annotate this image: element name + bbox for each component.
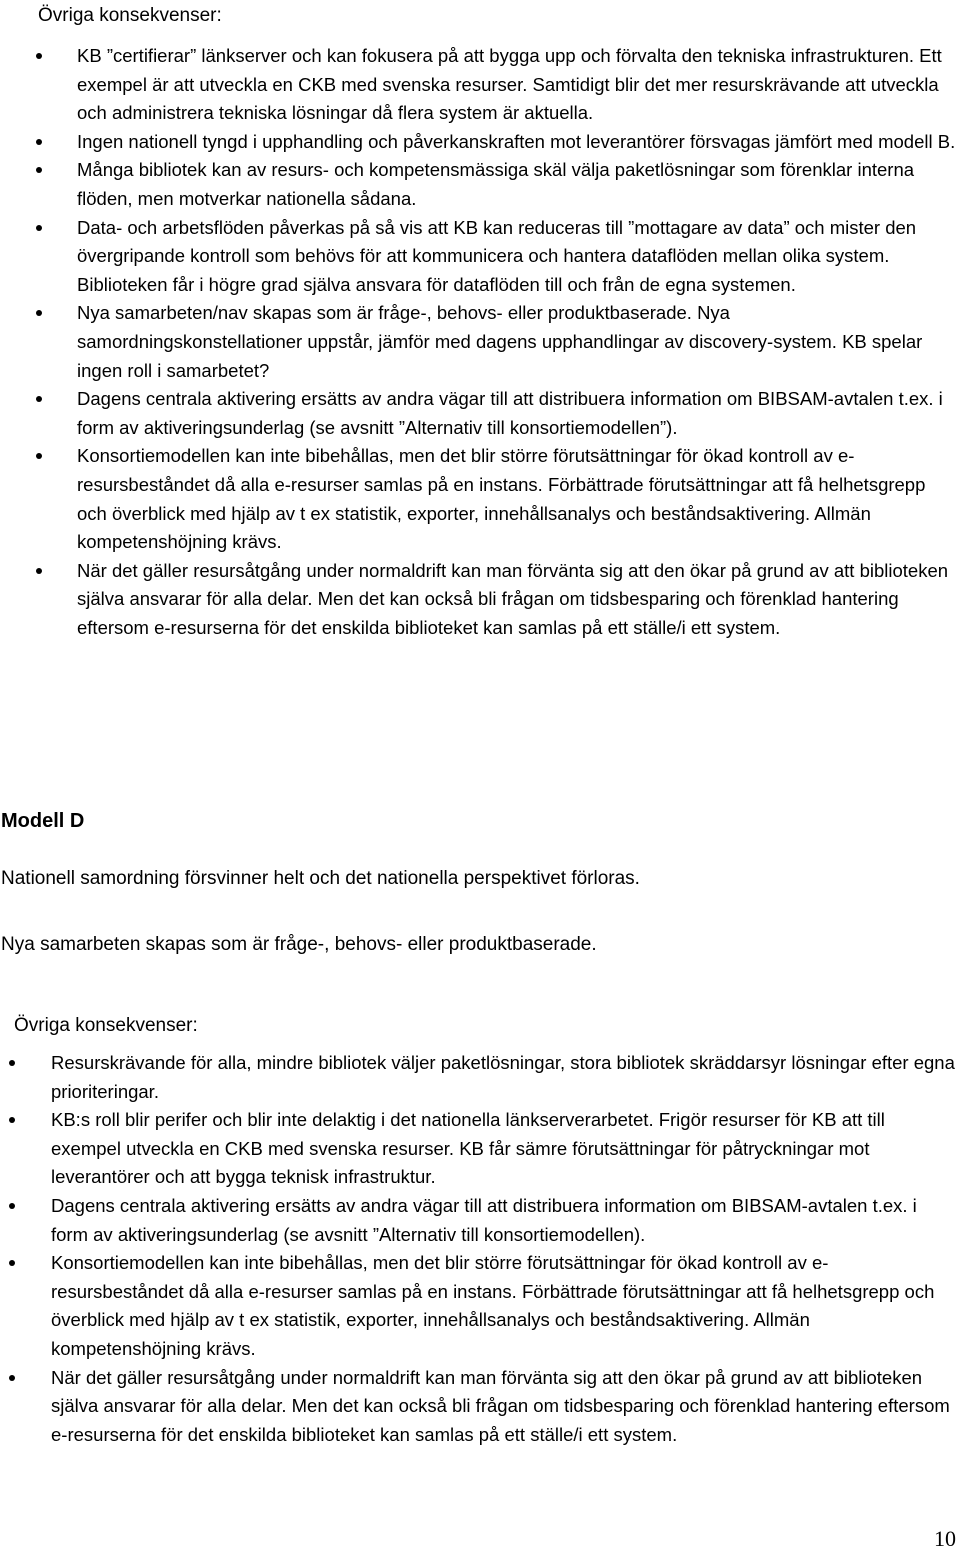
list-item: Data- och arbetsflöden påverkas på så vis att KB kan reduceras till ”mottagare av data” och mister den övergripande kontroll som behövs för att kommunicera och hantera dataflöden mellan olika system. Biblioteken får i högre grad själva ansvara för dataflöden till och från de egna systemen. [77, 214, 957, 300]
modell-d-title: Modell D [1, 810, 85, 832]
consequences-list-1 [77, 42, 957, 642]
consequences-heading-2: Övriga konsekvenser: [14, 1015, 198, 1036]
list-item: Konsortiemodellen kan inte bibehållas, men det blir större förutsättningar för ökad kontroll av e-resursbeståndet då alla e-resurser samlas på en instans. Förbättrade förutsättningar att få helhetsgrepp och överblick med hjälp av t ex statistik, exporter, innehållsanalys och beståndsaktivering. Allmän kompetenshöjning krävs. [51, 1249, 957, 1363]
consequences-list-2 [51, 1049, 957, 1449]
modell-d-paragraph-2: Nya samarbeten skapas som är fråge-, behovs- eller produktbaserade. [1, 934, 597, 955]
list-item: KB ”certifierar” länkserver och kan fokusera på att bygga upp och förvalta den tekniska infrastrukturen. Ett exempel är att utveckla en CKB med svenska resurser. Samtidigt blir det mer resurskrävande att utveckla och administrera tekniska lösningar då flera system är aktuella. [77, 42, 957, 128]
list-item: Nya samarbeten/nav skapas som är fråge-, behovs- eller produktbaserade. Nya samordningskonstellationer uppstår, jämför med dagens upphandlingar av discovery-system. KB spelar ingen roll i samarbetet? [77, 299, 957, 385]
list-item: Ingen nationell tyngd i upphandling och påverkanskraften mot leverantörer försvagas jämfört med modell B. [77, 128, 957, 157]
modell-d-paragraph-1: Nationell samordning försvinner helt och det nationella perspektivet förloras. [1, 868, 640, 889]
list-item: När det gäller resursåtgång under normaldrift kan man förvänta sig att den ökar på grund av att biblioteken själva ansvarar för alla delar. Men det kan också bli frågan om tidsbesparing och förenklad hantering eftersom e-resurserna för det enskilda biblioteket kan samlas på ett ställe/i ett system. [51, 1364, 957, 1450]
list-item: Dagens centrala aktivering ersätts av andra vägar till att distribuera information om BIBSAM-avtalen t.ex. i form av aktiveringsunderlag (se avsnitt ”Alternativ till konsortiemodellen”). [77, 385, 957, 442]
list-item: Resurskrävande för alla, mindre bibliotek väljer paketlösningar, stora bibliotek skräddarsyr lösningar efter egna prioriteringar. [51, 1049, 957, 1106]
list-item: KB:s roll blir perifer och blir inte delaktig i det nationella länkserverarbetet. Frigör resurser för KB att till exempel utveckla en CKB med svenska resurser. KB får sämre förutsättningar för påtryckningar mot leverantörer och att bygga teknisk infrastruktur. [51, 1106, 957, 1192]
list-item: När det gäller resursåtgång under normaldrift kan man förvänta sig att den ökar på grund av att biblioteken själva ansvarar för alla delar. Men det kan också bli frågan om tidsbesparing och förenklad hantering eftersom e-resurserna för det enskilda biblioteket kan samlas på ett ställe/i ett system. [77, 557, 957, 643]
consequences-heading-1: Övriga konsekvenser: [38, 5, 222, 26]
list-item: Konsortiemodellen kan inte bibehållas, men det blir större förutsättningar för ökad kontroll av e-resursbeståndet då alla e-resurser samlas på en instans. Förbättrade förutsättningar att få helhetsgrepp och överblick med hjälp av t ex statistik, exporter, innehållsanalys och beståndsaktivering. Allmän kompetenshöjning krävs. [77, 442, 957, 556]
list-item: Många bibliotek kan av resurs- och kompetensmässiga skäl välja paketlösningar som förenklar interna flöden, men motverkar nationella sådana. [77, 156, 957, 213]
list-item: Dagens centrala aktivering ersätts av andra vägar till att distribuera information om BIBSAM-avtalen t.ex. i form av aktiveringsunderlag (se avsnitt ”Alternativ till konsortiemodellen). [51, 1192, 957, 1249]
page-number: 10 [934, 1526, 956, 1551]
